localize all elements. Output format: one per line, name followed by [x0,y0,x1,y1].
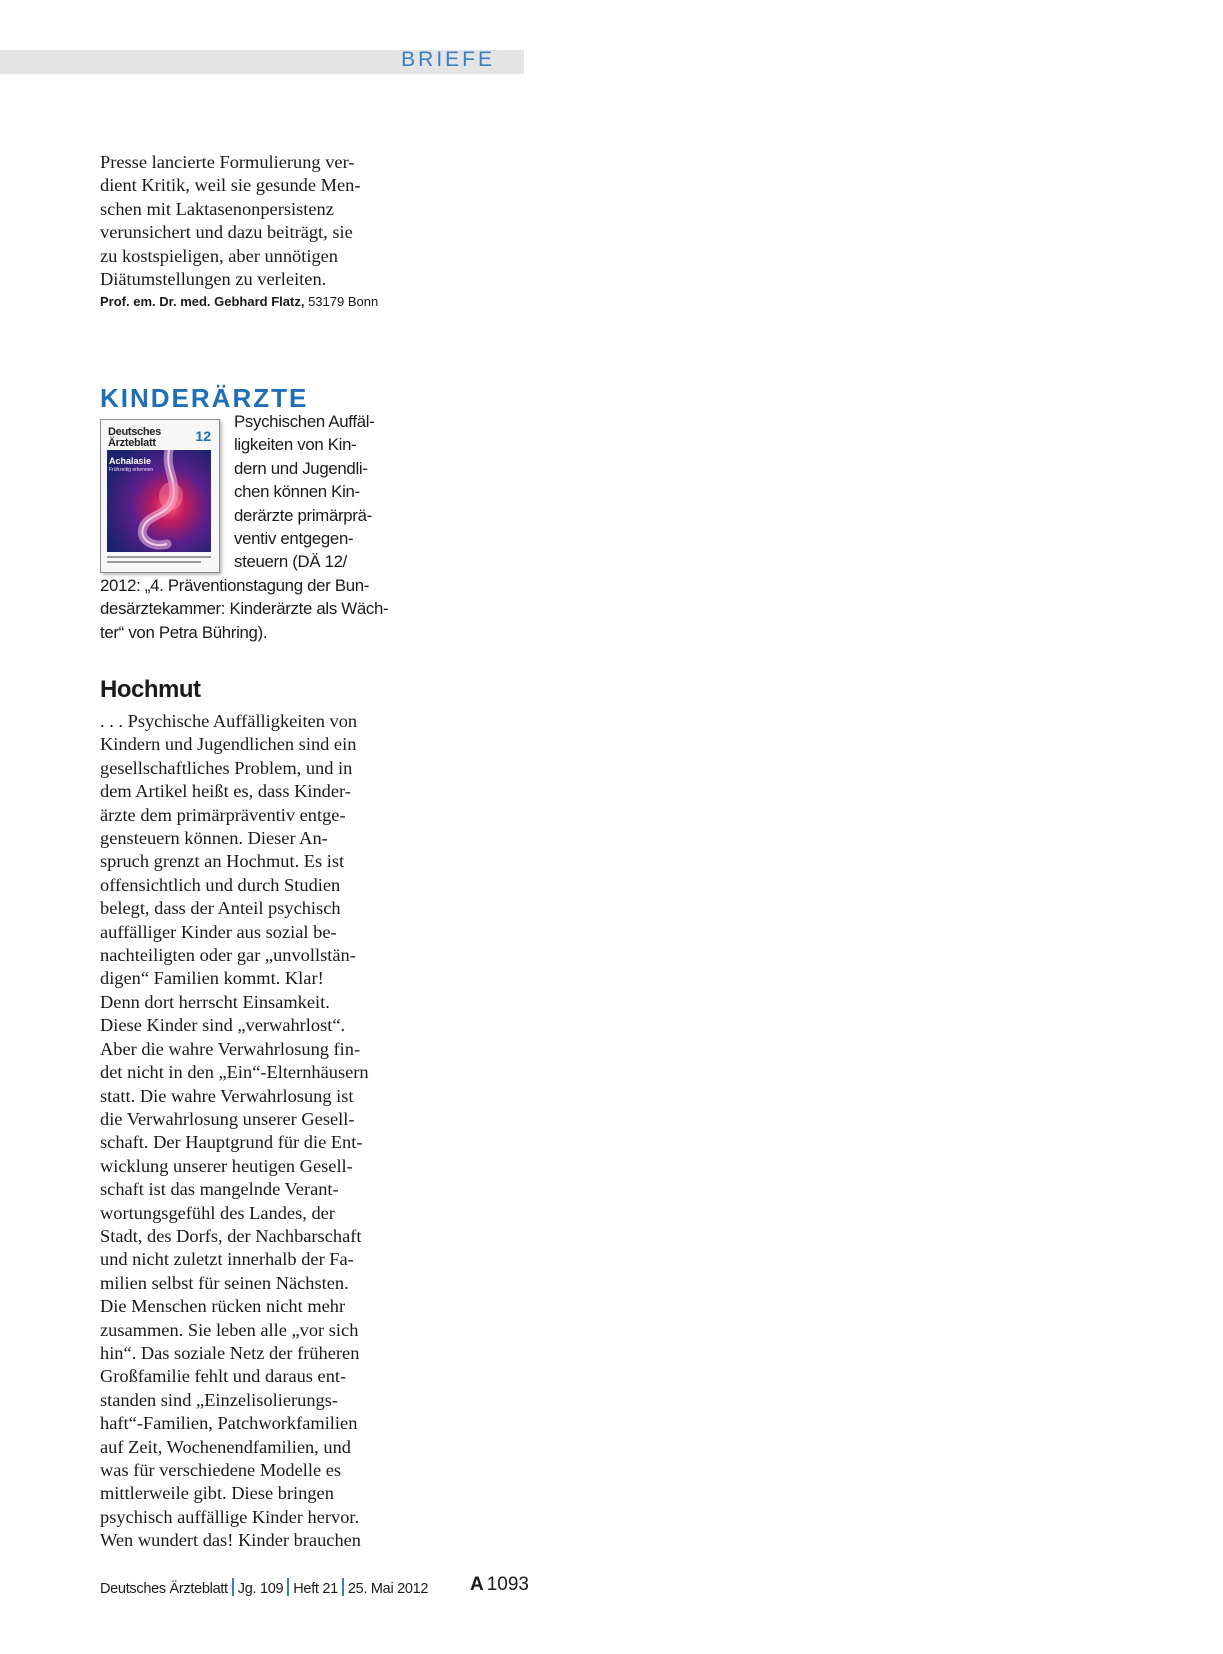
page-number-value: 1093 [486,1574,530,1595]
text-line: det nicht in den „Ein“-Elternhäusern [100,1062,369,1083]
text-line: zusammen. Sie leben alle „vor sich [100,1319,359,1340]
cover-issue-number: 12 [195,428,211,444]
magazine-cover-thumbnail [100,419,220,573]
text-line: statt. Die wahre Verwahrlosung ist [100,1085,354,1106]
text-line: und nicht zuletzt innerhalb der Fa- [100,1249,354,1270]
text-line: gensteuern können. Dieser An- [100,828,328,849]
intro-text-full [100,574,390,644]
category-heading: KINDERÄRZTE [100,383,309,413]
author-name: Prof. em. Dr. med. Gebhard Flatz, [100,294,305,310]
text-line: Diätumstellungen zu verleiten. [100,269,327,290]
text-line: auf Zeit, Wochenendfamilien, und [100,1436,351,1457]
text-line: nachteiligten oder gar „unvollstän- [100,945,356,966]
text-line: haft“-Familien, Patchworkfamilien [100,1413,358,1434]
text-line: belegt, dass der Anteil psychisch [100,898,341,919]
footer-volume: Jg. 109 [237,1581,284,1597]
page-number [470,1574,529,1596]
text-line: hin“. Das soziale Netz der früheren [100,1342,360,1363]
text-line: Diese Kinder sind „verwahrlost“. [100,1015,346,1036]
text-line: Kindern und Jugendlichen sind ein [100,734,357,755]
page-prefix: A [470,1574,484,1595]
text-line: dern und Jugendli- [234,458,368,478]
text-line: schen mit Laktasenonpersistenz [100,198,334,219]
text-line: psychisch auffällige Kinder hervor. [100,1506,360,1527]
cover-logo: Deutsches Ärzteblatt [108,426,161,449]
footer-date: 25. Mai 2012 [347,1581,429,1597]
text-line: . . . Psychische Auffälligkeiten von [100,711,358,731]
cover-footer-lines [107,556,211,568]
footer-separator [287,1578,289,1596]
text-line: Die Menschen rücken nicht mehr [100,1296,346,1317]
text-line: Großfamilie fehlt und daraus ent- [100,1366,347,1387]
letter-signature [100,293,378,311]
text-line: milien selbst für seinen Nächsten. [100,1272,349,1293]
letter-body [100,710,378,1553]
text-line: auffälliger Kinder aus sozial be- [100,921,337,942]
text-line: offensichtlich und durch Studien [100,874,341,895]
text-line: digen“ Familien kommt. Klar! [100,968,324,989]
text-line: Psychischen Auffäl- [234,412,375,431]
text-line: desärztekammer: Kinderärzte als Wäch- [100,599,389,619]
text-line: wicklung unserer heutigen Gesell- [100,1155,353,1176]
text-line: zu kostspieligen, aber unnötigen [100,245,339,266]
text-line: ligkeiten von Kin- [234,435,357,455]
footer-separator [232,1578,234,1596]
previous-letter-end [100,151,378,311]
text-line: standen sind „Einzelisolierungs- [100,1389,339,1410]
text-line: 2012: „4. Präventionstagung der Bun- [100,576,370,595]
text-line: verunsichert und dazu beiträgt, sie [100,222,353,243]
section-label: BRIEFE [401,48,495,71]
text-line: Wen wundert das! Kinder brauchen [100,1530,361,1551]
footer-issue: Heft 21 [293,1581,338,1597]
intro-text-side [234,410,384,574]
letter-title: Hochmut [100,676,201,703]
cover-title: Achalasie [109,456,152,466]
footer-separator [342,1578,344,1596]
author-place: 53179 Bonn [308,294,379,310]
text-line: gesellschaftliches Problem, und in [100,757,353,778]
page-footer [100,1578,428,1597]
text-line: derärzte primärprä- [234,505,372,525]
text-line: chen können Kin- [234,482,360,502]
text-line: ärzte dem primärpräventiv entge- [100,804,346,825]
text-line: Aber die wahre Verwahrlosung fin- [100,1038,361,1059]
text-line: Presse lancierte Formulierung ver- [100,152,355,172]
text-line: die Verwahrlosung unserer Gesell- [100,1108,355,1129]
text-line: was für verschiedene Modelle es [100,1460,342,1480]
text-line: ter“ von Petra Bühring). [100,622,268,642]
text-line: Stadt, des Dorfs, der Nachbarschaft [100,1225,362,1246]
text-line: mittlerweile gibt. Diese bringen [100,1483,334,1504]
letter-text [100,710,378,1553]
text-line: wortungsgefühl des Landes, der [100,1202,335,1223]
text-line: dient Kritik, weil sie gesunde Men- [100,175,361,196]
footer-journal: Deutsches Ärzteblatt [100,1581,228,1597]
text-line: schaft ist das mangelnde Verant- [100,1179,339,1200]
text-line: spruch grenzt an Hochmut. Es ist [100,851,345,872]
text-line: schaft. Der Hauptgrund für die Ent- [100,1132,363,1153]
text-line: steuern (DÄ 12/ [234,552,348,572]
text-line: Denn dort herrscht Einsamkeit. [100,991,330,1012]
cover-subtitle: Frühzeitig erkennen [109,467,154,473]
text-line: ventiv entgegen- [234,529,354,549]
text-line: dem Artikel heißt es, dass Kinder- [100,781,351,802]
previous-letter-text [100,151,378,291]
header-bar [0,50,524,74]
